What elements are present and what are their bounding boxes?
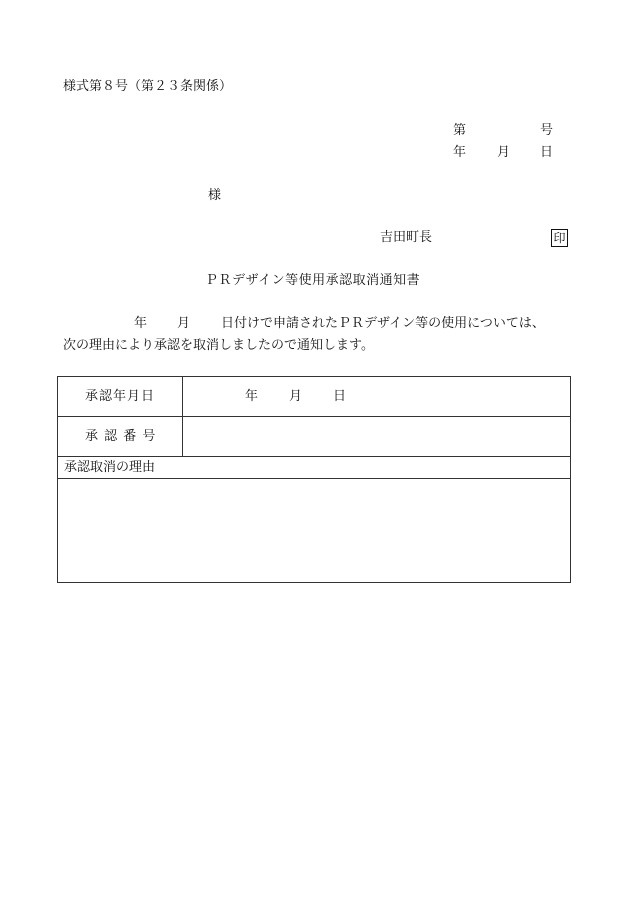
- table-column-divider: [182, 377, 183, 456]
- issue-date-month: 月: [497, 145, 511, 160]
- approval-date-day: 日: [333, 389, 347, 404]
- approval-info-table: [57, 376, 571, 583]
- cancellation-reason-label: 承認取消の理由: [64, 460, 156, 475]
- seal-mark: 印: [551, 229, 568, 247]
- approval-date-label: 承認年月日: [85, 389, 156, 404]
- form-number: 様式第８号（第２３条関係）: [63, 79, 233, 94]
- approval-number-label: 承 認 番 号: [85, 429, 157, 444]
- cancellation-reason-area: [58, 479, 570, 582]
- approval-date-month: 月: [289, 389, 303, 404]
- document-number-label: 第: [453, 123, 467, 138]
- document-title: ＰＲデザイン等使用承認取消通知書: [205, 273, 421, 288]
- table-divider: [58, 416, 570, 417]
- body-line-2: 次の理由により承認を取消しましたので通知します。: [63, 338, 374, 353]
- addressee-honorific: 様: [208, 188, 222, 203]
- document-number-suffix: 号: [540, 123, 554, 138]
- body-year: 年: [134, 316, 148, 331]
- issue-date-year: 年: [453, 145, 467, 160]
- issue-date-day: 日: [540, 145, 554, 160]
- approval-date-year: 年: [245, 389, 259, 404]
- body-line-1-text: 日付けで申請されたＰＲデザイン等の使用については、: [221, 316, 545, 331]
- table-divider: [58, 456, 570, 457]
- issuer-title: 吉田町長: [380, 230, 433, 245]
- body-month: 月: [177, 316, 191, 331]
